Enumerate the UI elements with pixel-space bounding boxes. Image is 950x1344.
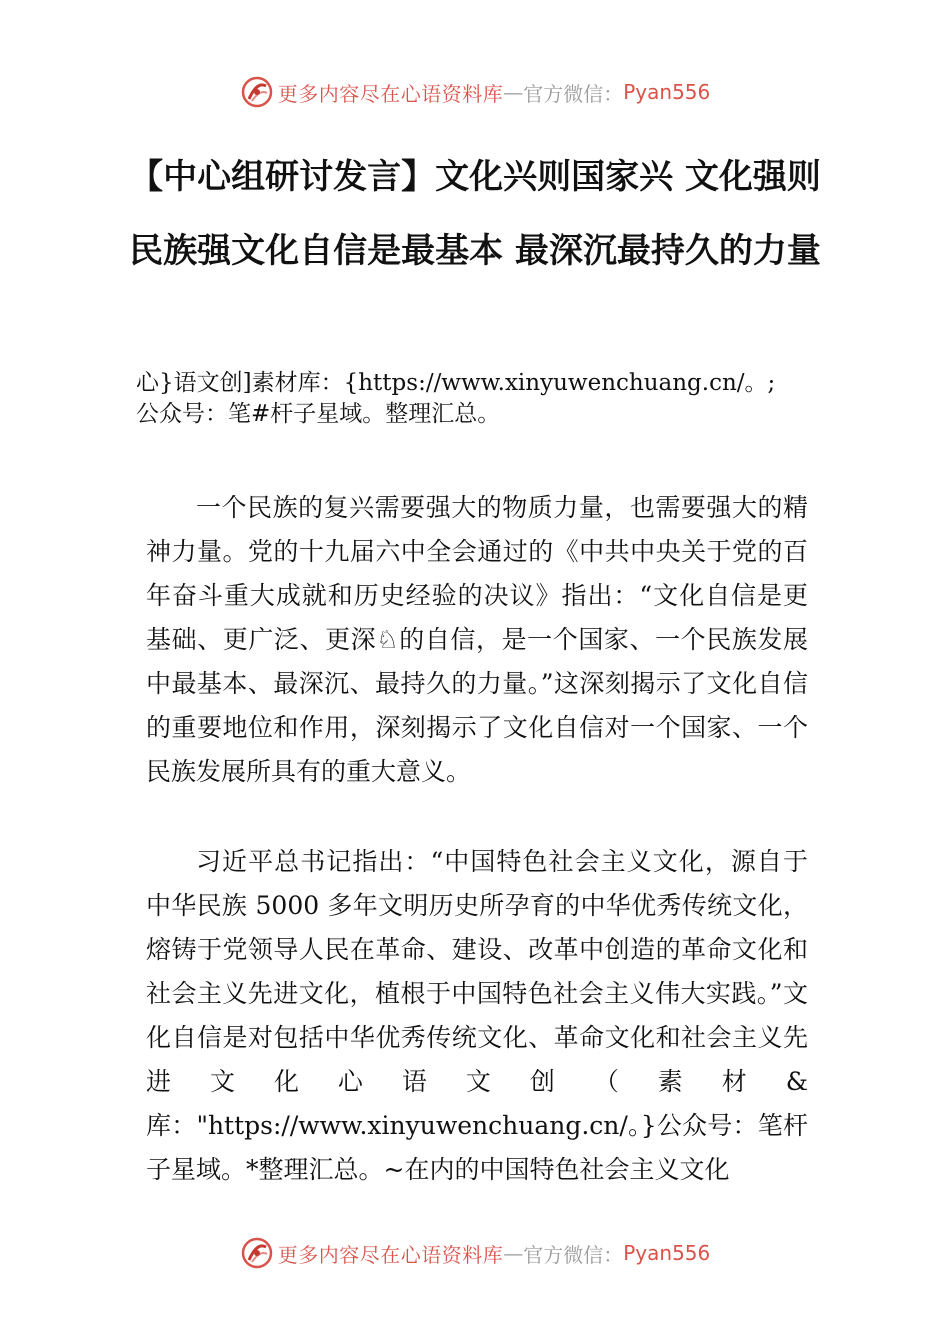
wechat-label: 官方微信：	[523, 81, 624, 106]
source-line	[136, 368, 856, 430]
wechat-id: Pyan556	[623, 1241, 711, 1265]
wechat-label: 官方微信：	[523, 1242, 624, 1267]
logo-icon	[240, 1236, 274, 1270]
banner-dash: —	[503, 1241, 524, 1265]
body-paragraph-2: 习近平总书记指出：“中国特色社会主义文化，源自于中华民族 5000 多年文明历史所孕育的中华优秀传统文化，熔铸于党领导人民在革命、建设、改革中创造的革命文化和社会主义先进文化，植根于中国特色社会主义伟大实践。”文化自信是对包括中华优秀传统文化、革命文化和社会主义先进文化心语文创（素材&库："https://www.xinyuwenchuang.cn/。}公众号：笔杆子星域。*整理汇总。~在内的中国特色社会主义文化	[146, 847, 808, 1184]
source-line-2: 公众号：笔#杆子星域。整理汇总。	[136, 401, 501, 427]
header-watermark-banner	[0, 72, 950, 112]
document-title: 【中心组研讨发言】文化兴则国家兴 文化强则民族强文化自信是最基本 最深沉最持久的力量	[129, 157, 821, 271]
body-paragraph-1: 一个民族的复兴需要强大的物质力量，也需要强大的精神力量。党的十九届六中全会通过的《中共中央关于党的百年奋斗重大成就和历史经验的决议》指出：“文化自信是更基础、更广泛、更深♘的自信，是一个国家、一个民族发展中最基本、最深沉、最持久的力量。”这深刻揭示了文化自信的重要地位和作用，深刻揭示了文化自信对一个国家、一个民族发展所具有的重大意义。	[146, 493, 808, 786]
logo-icon	[240, 75, 274, 109]
site-slogan: 更多内容尽在心语资料库	[277, 1242, 504, 1267]
banner-dash: —	[503, 80, 524, 104]
site-slogan: 更多内容尽在心语资料库	[277, 81, 504, 106]
wechat-id: Pyan556	[623, 80, 711, 104]
footer-watermark-banner	[0, 1233, 950, 1273]
source-line-1: 心}语文创]素材库：{https://www.xinyuwenchuang.cn/。;	[136, 370, 776, 396]
